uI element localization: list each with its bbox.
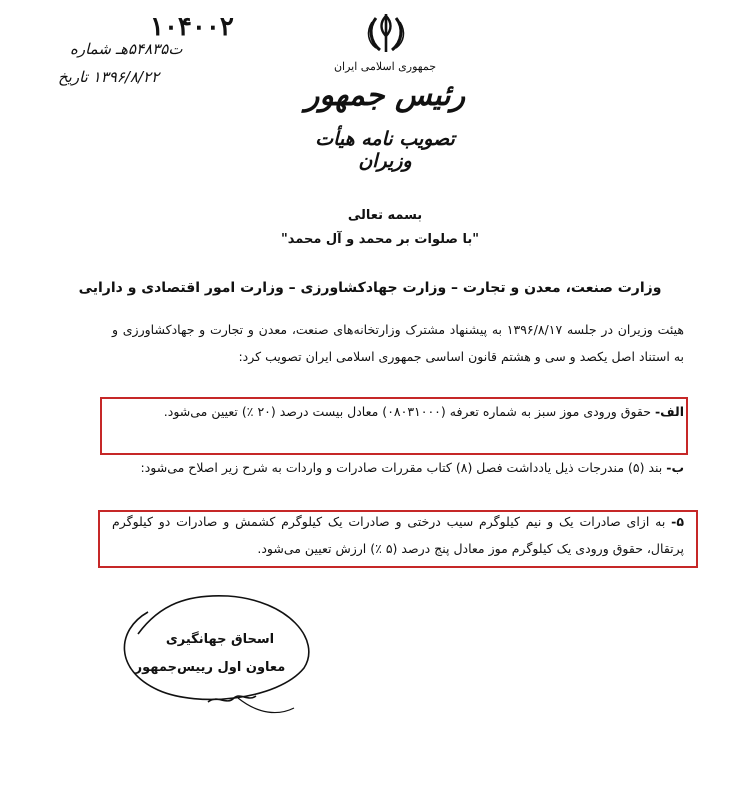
- salawat: "با صلوات بر محمد و آل محمد": [280, 232, 480, 247]
- item-5-label: ۵-: [671, 514, 684, 529]
- addressees: وزارت صنعت، معدن و تجارت – وزارت جهادکشاورزی – وزارت امور اقتصادی و دارایی: [78, 280, 662, 296]
- item-5-text: به ازای صادرات یک و نیم کیلوگرم سیب درختی و صادرات یک کیلوگرم کشمش و صادرات دو کیلوگرم پرتقال، حقوق ورودی یک کیلوگرم موز معادل پنج درصد (۵ ٪) ارزش تعیین می‌شود.: [112, 514, 684, 556]
- bismillah: بسمه تعالی: [347, 208, 423, 223]
- number-label: شماره: [70, 40, 111, 58]
- item-be-text: بند (۵) مندرجات ذیل یادداشت فصل (۸) کتاب مقررات صادرات و واردات به شرح زیر اصلاح می‌شود:: [140, 460, 663, 475]
- item-alef-text: حقوق ورودی موز سبز به شماره تعرفه (۰۸۰۳۱۰۰۰) معادل بیست درصد (۲۰ ٪) تعیین می‌شود.: [163, 404, 651, 419]
- president-title: رئیس جمهور: [304, 78, 466, 113]
- item-5: [112, 508, 684, 562]
- signer-title: معاون اول رییس‌جمهور: [134, 660, 286, 675]
- handwritten-signature-icon: [108, 590, 318, 720]
- republic-label: جمهوری اسلامی ایران: [333, 60, 437, 73]
- iran-emblem-icon: [366, 12, 406, 56]
- letter-number: ۱۰۴۰۰۲: [150, 12, 234, 42]
- date-label: تاریخ: [58, 68, 88, 86]
- item-be: [112, 454, 684, 481]
- decree-title: تصویب نامه هیأت وزیران: [315, 128, 455, 172]
- signer-name: اسحاق جهانگیری: [165, 632, 275, 647]
- item-alef: [112, 398, 684, 425]
- letter-reference: ت۵۴۸۳۵هـ شماره: [70, 40, 183, 58]
- letter-date: ۱۳۹۶/۸/۲۲ تاریخ: [58, 68, 160, 86]
- intro-paragraph: هیئت وزیران در جلسه ۱۳۹۶/۸/۱۷ به پیشنهاد مشترک وزارتخانه‌های صنعت، معدن و تجارت و جهادکشاورزی و به استناد اصل یکصد و سی و هشتم قانون اساسی جمهوری اسلامی ایران تصویب کرد:: [112, 322, 684, 364]
- item-alef-label: الف-: [654, 404, 684, 419]
- item-be-label: ب-: [666, 460, 684, 475]
